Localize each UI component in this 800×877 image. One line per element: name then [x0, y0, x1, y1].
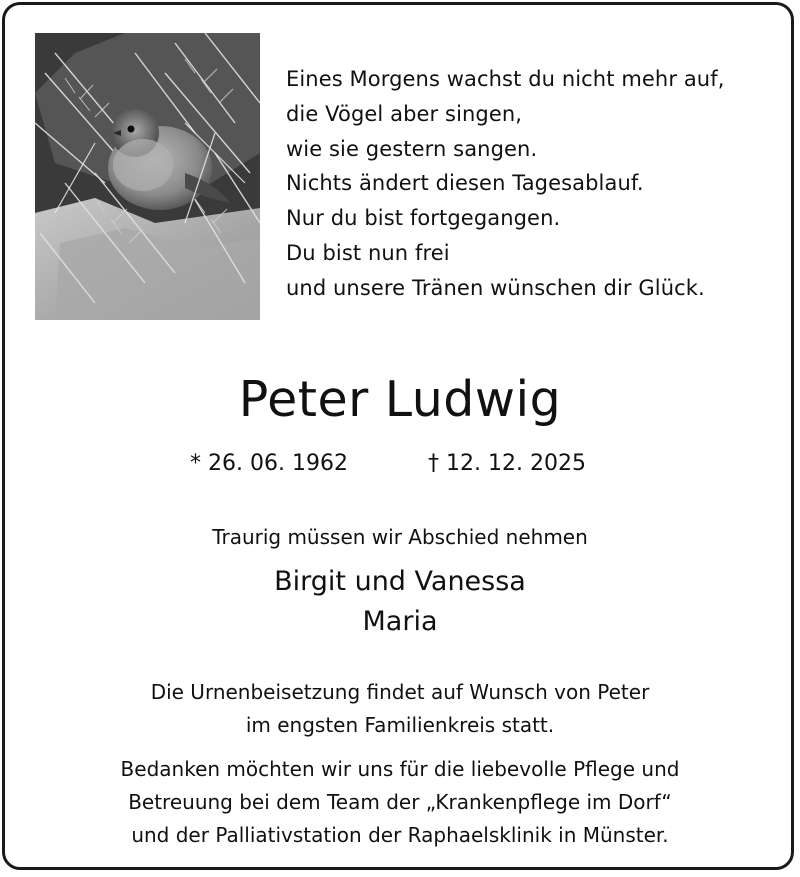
poem-line: Du bist nun frei — [286, 240, 450, 265]
poem-line: Eines Morgens wachst du nicht mehr auf, — [286, 67, 725, 91]
poem-line: die Vögel aber singen, — [286, 101, 523, 126]
mourner-name: Maria — [362, 606, 438, 637]
mourner-names — [0, 562, 800, 642]
funeral-notice — [0, 676, 800, 742]
poem-line: wie sie gestern sangen. — [286, 136, 538, 161]
poem — [286, 62, 786, 306]
poem-line: und unsere Tränen wünschen dir Glück. — [286, 275, 705, 300]
mourning-intro: Traurig müssen wir Abschied nehmen — [212, 525, 588, 549]
deceased-name: Peter Ludwig — [238, 371, 562, 428]
thanks-line: Betreuung bei dem Team der „Krankenpflege im Dorf“ — [128, 790, 672, 814]
mourner-name: Birgit und Vanessa — [274, 566, 526, 597]
birth-date: * 26. 06. 1962 — [190, 451, 348, 476]
funeral-line: Die Urnenbeisetzung findet auf Wunsch von Peter — [150, 680, 650, 704]
poem-line: Nur du bist fortgegangen. — [286, 206, 561, 231]
thanks-line: und der Palliativstation der Raphaelsklinik in Münster. — [131, 823, 669, 847]
robin-bird-icon — [35, 33, 260, 320]
death-date: † 12. 12. 2025 — [428, 451, 586, 476]
poem-line: Nichts ändert diesen Tagesablauf. — [286, 171, 644, 196]
funeral-line: im engsten Familienkreis statt. — [245, 713, 555, 737]
thanks-line: Bedanken möchten wir uns für die liebevolle Pflege und — [120, 757, 680, 781]
robin-photo — [35, 33, 260, 320]
thanks-notice — [0, 753, 800, 852]
